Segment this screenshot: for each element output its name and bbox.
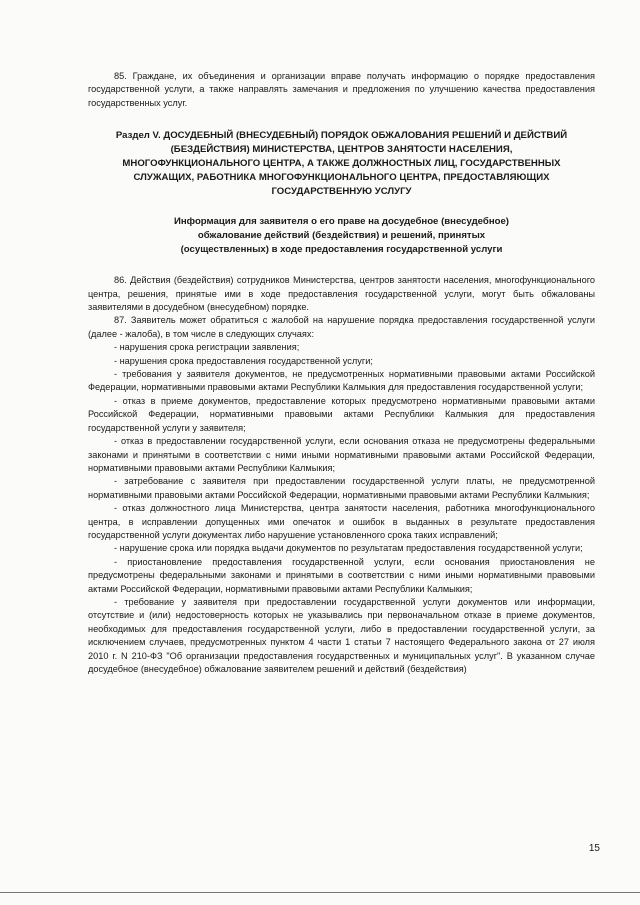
case-item: - затребование с заявителя при предоставлении государственной услуги платы, не предусмотренной нормативными правовыми актами Российской Федерации, нормативными правовыми актами Республики Калмыкия;	[88, 476, 595, 500]
info-heading: Информация для заявителя о его праве на досудебное (внесудебное) обжалование действий (бездействия) и решений, принятых (осуществленных) в ходе предоставления государственной услуги	[173, 216, 510, 256]
paragraph-87: 87. Заявитель может обратиться с жалобой на нарушение порядка предоставления государственной услуги (далее - жалоба), в том числе в следующих случаях:	[88, 315, 595, 339]
paragraph-85: 85. Граждане, их объединения и организации вправе получать информацию о порядке предоставления государственной услуги, а также направлять замечания и предложения по улучшению качества предоставления государственных услуг.	[88, 71, 595, 108]
case-item: - отказ в приеме документов, предоставление которых предусмотрено нормативными правовыми актами Российской Федерации, нормативными правовыми актами Республики Калмыкия для предоставления государственной услуги у заявителя;	[88, 395, 595, 433]
page-number: 15	[588, 843, 600, 854]
case-item: - требование у заявителя при предоставлении государственной услуги документов или информации, отсутствие и (или) недостоверность которых не указывались при первоначальном отказе в приеме документов, необходимых для предоставления государственной услуги, либо в предоставлении государственной услуги, за исключением случаев, предусмотренных пунктом 4 части 1 статьи 7 настоящего Федерального закона от 27 июля 2010 г. N 210-ФЗ "Об организации предоставления государственных и муниципальных услуг". В указанном случае досудебное (внесудебное) обжалование заявителем решений и действий (бездействия)	[88, 596, 595, 674]
scan-edge-line	[0, 892, 640, 893]
case-item: - требования у заявителя документов, не предусмотренных нормативными правовыми актами Российской Федерации, нормативными правовыми актами Республики Калмыкия для предоставления государственной услуги;	[88, 369, 595, 393]
case-item: - отказ в предоставлении государственной услуги, если основания отказа не предусмотрены федеральными законами и принятыми в соответствии с ними иными нормативными правовыми актами Российской Федерации, нормативными правовыми актами Республики Калмыкия;	[88, 436, 595, 473]
paragraph-86: 86. Действия (бездействия) сотрудников Министерства, центров занятости населения, многофункционального центра, решения, принятые ими в ходе предоставления государственной услуги, могут быть обжалованы заявителями в досудебном (внесудебном) порядке.	[88, 275, 595, 313]
spacer	[88, 257, 595, 274]
case-item: - нарушения срока предоставления государственной услуги;	[114, 355, 373, 366]
case-item: - нарушения срока регистрации заявления;	[114, 342, 300, 353]
case-item: - приостановление предоставления государственной услуги, если основания приостановления не предусмотрены федеральными законами и принятыми в соответствии с ними иными нормативными правовыми актами Российской Федерации, нормативными правовыми актами Республики Калмыкия;	[88, 556, 595, 594]
section-heading: Раздел V. ДОСУДЕБНЫЙ (ВНЕСУДЕБНЫЙ) ПОРЯДОК ОБЖАЛОВАНИЯ РЕШЕНИЙ И ДЕЙСТВИЙ (БЕЗДЕЙСТВИЯ) МИНИСТЕРСТВА, ЦЕНТРОВ ЗАНЯТОСТИ НАСЕЛЕНИЯ, МНОГОФУНКЦИОНАЛЬНОГО ЦЕНТРА, А ТАКЖЕ ДОЛЖНОСТНЫХ ЛИЦ, ГОСУДАРСТВЕННЫХ СЛУЖАЩИХ, РАБОТНИКА МНОГОФУНКЦИОНАЛЬНОГО ЦЕНТРА, ПРЕДОСТАВЛЯЮЩИХ ГОСУДАРСТВЕННУЮ УСЛУГУ	[115, 130, 568, 198]
document-body	[88, 70, 595, 676]
case-item: - нарушение срока или порядка выдачи документов по результатам предоставления государственной услуги;	[114, 543, 583, 554]
case-item: - отказ должностного лица Министерства, центра занятости населения, работника многофункционального центра, в исправлении допущенных ими опечаток и ошибок в выданных в результате предоставления государственной услуги документах либо нарушение установленного срока таких исправлений;	[88, 503, 595, 540]
